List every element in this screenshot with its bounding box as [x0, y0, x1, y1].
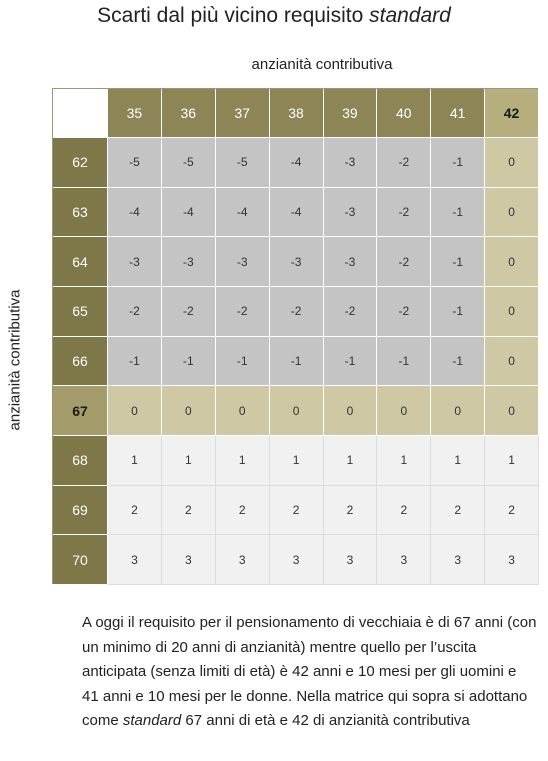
- matrix-cell: -4: [216, 188, 270, 238]
- matrix-cell: -1: [216, 337, 270, 387]
- column-header-42: 42: [485, 89, 539, 138]
- row-header-66: 66: [53, 337, 108, 387]
- matrix-cell: 2: [108, 486, 162, 536]
- matrix-cell: 0: [485, 386, 539, 436]
- matrix-cell: -1: [431, 237, 485, 287]
- row-header-63: 63: [53, 188, 108, 238]
- matrix-cell: 0: [216, 386, 270, 436]
- matrix-cell: -1: [108, 337, 162, 387]
- matrix-cell: -2: [108, 287, 162, 337]
- matrix-cell: 1: [324, 436, 378, 486]
- matrix-cell: -3: [324, 188, 378, 238]
- column-header-40: 40: [377, 89, 431, 138]
- matrix-cell: 3: [108, 535, 162, 585]
- matrix-cell: 3: [485, 535, 539, 585]
- matrix-cell: -5: [108, 138, 162, 188]
- row-axis-label: anzianità contributiva: [6, 289, 24, 431]
- matrix-cell: -2: [377, 188, 431, 238]
- matrix-cell: 2: [431, 486, 485, 536]
- matrix-cell: 2: [377, 486, 431, 536]
- matrix-cell: -5: [162, 138, 216, 188]
- column-axis-label: anzianità contributiva: [251, 56, 393, 73]
- matrix-cell: -1: [162, 337, 216, 387]
- matrix-cell: -1: [431, 287, 485, 337]
- matrix-cell: -1: [324, 337, 378, 387]
- matrix-cell: 0: [431, 386, 485, 436]
- column-header-36: 36: [162, 89, 216, 138]
- matrix-cell: -3: [162, 237, 216, 287]
- matrix-cell: 1: [216, 436, 270, 486]
- matrix-cell: 1: [162, 436, 216, 486]
- column-header-35: 35: [108, 89, 162, 138]
- matrix-cell: -4: [108, 188, 162, 238]
- matrix-cell: 2: [485, 486, 539, 536]
- deviation-matrix: [52, 88, 538, 584]
- matrix-cell: 1: [108, 436, 162, 486]
- matrix-cell: -3: [270, 237, 324, 287]
- column-header-37: 37: [216, 89, 270, 138]
- matrix-cell: -1: [431, 188, 485, 238]
- matrix-cell: -3: [324, 138, 378, 188]
- matrix-cell: 1: [377, 436, 431, 486]
- matrix-cell: 0: [485, 138, 539, 188]
- matrix-cell: 1: [485, 436, 539, 486]
- matrix-cell: -2: [377, 237, 431, 287]
- matrix-cell: -3: [324, 237, 378, 287]
- row-header-64: 64: [53, 237, 108, 287]
- matrix-cell: -2: [377, 138, 431, 188]
- matrix-cell: 0: [108, 386, 162, 436]
- matrix-cell: -1: [431, 138, 485, 188]
- matrix-cell: 3: [270, 535, 324, 585]
- matrix-cell: 1: [431, 436, 485, 486]
- matrix-cell: 3: [377, 535, 431, 585]
- column-header-38: 38: [270, 89, 324, 138]
- row-header-65: 65: [53, 287, 108, 337]
- row-header-69: 69: [53, 486, 108, 536]
- matrix-cell: -4: [162, 188, 216, 238]
- matrix-cell: 2: [324, 486, 378, 536]
- row-header-68: 68: [53, 436, 108, 486]
- matrix-cell: 2: [216, 486, 270, 536]
- matrix-cell: -5: [216, 138, 270, 188]
- matrix-cell: -2: [270, 287, 324, 337]
- description-text-part1: A oggi il requisito per il pensionamento di vecchiaia è di 67 anni (con un minimo di 20 anni di anzianità) mentre quello per l’uscita anticipata (senza limiti di età) è 42 anni e 10 mesi per gli uomini e 41 anni e 10 mesi per le donne. Nella matrice qui sopra si adottano come: [82, 614, 537, 729]
- matrix-cell: 0: [270, 386, 324, 436]
- matrix-cell: 0: [162, 386, 216, 436]
- description-text-part2: 67 anni di età e 42 di anzianità contributiva: [181, 712, 470, 729]
- matrix-cell: 0: [377, 386, 431, 436]
- matrix-cell: 0: [324, 386, 378, 436]
- title-text: Scarti dal più vicino requisito: [97, 4, 370, 27]
- matrix-cell: -2: [162, 287, 216, 337]
- matrix-cell: -1: [431, 337, 485, 387]
- matrix-cell: 0: [485, 188, 539, 238]
- matrix-cell: -3: [216, 237, 270, 287]
- description-emphasis: standard: [122, 712, 182, 729]
- matrix-cell: -1: [377, 337, 431, 387]
- row-header-67: 67: [53, 386, 108, 436]
- column-header-41: 41: [431, 89, 485, 138]
- matrix-cell: 3: [431, 535, 485, 585]
- matrix-cell: 0: [485, 237, 539, 287]
- page-title: [0, 4, 548, 28]
- matrix-cell: -3: [108, 237, 162, 287]
- matrix-corner: [53, 89, 108, 138]
- matrix-cell: -2: [377, 287, 431, 337]
- matrix-cell: 0: [485, 337, 539, 387]
- matrix-cell: -4: [270, 188, 324, 238]
- matrix-cell: 2: [270, 486, 324, 536]
- matrix-cell: -2: [216, 287, 270, 337]
- column-header-39: 39: [324, 89, 378, 138]
- matrix-cell: 3: [324, 535, 378, 585]
- title-emphasis: standard: [369, 4, 451, 27]
- matrix-cell: 2: [162, 486, 216, 536]
- row-header-62: 62: [53, 138, 108, 188]
- matrix-cell: 1: [270, 436, 324, 486]
- matrix-cell: -1: [270, 337, 324, 387]
- row-header-70: 70: [53, 535, 108, 585]
- matrix-cell: -2: [324, 287, 378, 337]
- description-paragraph: [82, 611, 537, 734]
- matrix-cell: -4: [270, 138, 324, 188]
- matrix-cell: 3: [216, 535, 270, 585]
- matrix-cell: 3: [162, 535, 216, 585]
- matrix-cell: 0: [485, 287, 539, 337]
